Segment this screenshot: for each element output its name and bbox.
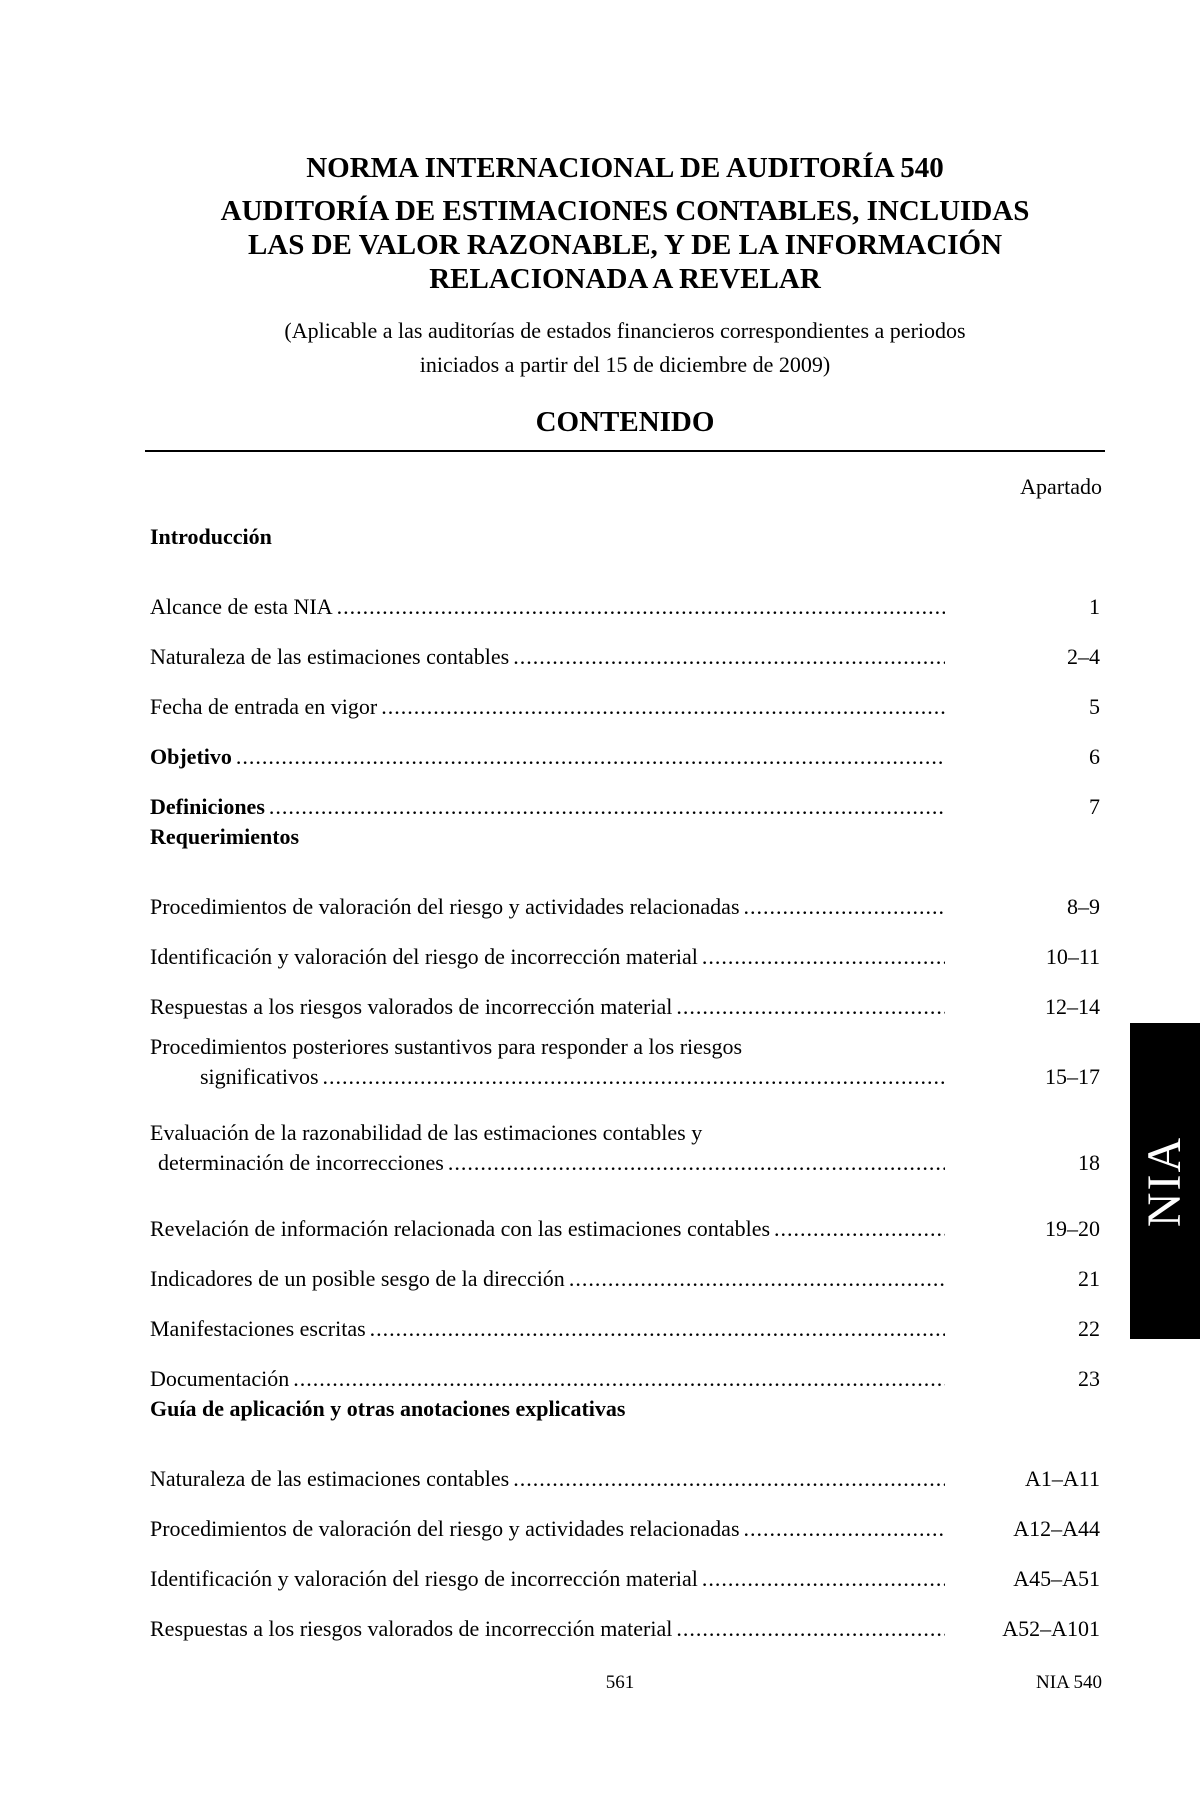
dot-leader — [676, 1614, 945, 1644]
toc-entry — [150, 972, 1100, 1022]
toc-entry-paragraph: 6 — [1089, 744, 1100, 769]
toc-entry-label: Definiciones — [150, 794, 265, 819]
toc-entry-paragraph: A52–A101 — [1002, 1616, 1100, 1641]
toc-entry — [150, 572, 1100, 622]
toc-entry-label: Procedimientos posteriores sustantivos para responder a los riesgos — [150, 1034, 743, 1059]
contents-divider — [145, 450, 1105, 452]
toc-entry-paragraph: 21 — [1078, 1266, 1100, 1291]
dot-leader — [448, 1148, 945, 1178]
toc-entry — [150, 1108, 1100, 1178]
dot-leader — [236, 742, 945, 772]
dot-leader — [774, 1214, 945, 1244]
toc-entry-label: Documentación — [150, 1366, 290, 1391]
toc-entry-label: Evaluación de la razonabilidad de las estimaciones contables y — [150, 1120, 703, 1145]
toc-entry — [150, 1594, 1100, 1644]
toc-entry-label: Procedimientos de valoración del riesgo y actividades relacionadas — [150, 1516, 740, 1541]
dot-leader — [702, 942, 945, 972]
dot-leader — [269, 792, 945, 822]
toc-entry-paragraph: A1–A11 — [1025, 1466, 1100, 1491]
page-number: 561 — [605, 1672, 635, 1693]
toc-entry-paragraph: 23 — [1078, 1366, 1100, 1391]
toc-entry-label: Revelación de información relacionada con las estimaciones contables — [150, 1216, 771, 1241]
paragraph-column-label: Apartado — [1020, 474, 1102, 499]
toc-section-heading: Guía de aplicación y otras anotaciones explicativas — [150, 1396, 626, 1421]
dot-leader — [744, 1514, 945, 1544]
contents-heading: CONTENIDO — [535, 406, 715, 438]
section-side-tab — [1130, 1023, 1200, 1339]
applicability-line: (Aplicable a las auditorías de estados financieros correspondientes a periodos — [284, 318, 966, 343]
toc-entry — [150, 1194, 1100, 1244]
toc-entry-paragraph: 18 — [1078, 1150, 1100, 1175]
applicability-note — [145, 314, 1105, 382]
toc-entry-label: Indicadores de un posible sesgo de la dirección — [150, 1266, 565, 1291]
toc-entry-label: Alcance de esta NIA — [150, 594, 333, 619]
toc-entry-label: Procedimientos de valoración del riesgo y actividades relacionadas — [150, 894, 740, 919]
toc-entry-label: Identificación y valoración del riesgo de incorrección material — [150, 944, 698, 969]
toc-entry-label-continued: determinación de incorrecciones — [158, 1150, 444, 1175]
dot-leader — [744, 892, 945, 922]
toc-entry — [150, 1294, 1100, 1344]
document-header — [145, 150, 1105, 440]
toc-entry-label: Respuestas a los riesgos valorados de incorrección material — [150, 1616, 673, 1641]
subtitle-line: RELACIONADA A REVELAR — [429, 263, 821, 295]
standard-subtitle — [145, 194, 1105, 296]
toc-entry-paragraph: 15–17 — [1045, 1064, 1100, 1089]
toc-entry-label: Manifestaciones escritas — [150, 1316, 366, 1341]
dot-leader — [676, 992, 945, 1022]
toc-section-heading: Requerimientos — [150, 824, 300, 849]
subtitle-line: AUDITORÍA DE ESTIMACIONES CONTABLES, INCLUIDAS — [220, 195, 1030, 227]
toc-entry-paragraph: 19–20 — [1045, 1216, 1100, 1241]
toc-entry-label: Objetivo — [150, 744, 232, 769]
standard-title: NORMA INTERNACIONAL DE AUDITORÍA 540 — [306, 152, 944, 184]
toc-entry — [150, 772, 1100, 822]
toc-entry — [150, 872, 1100, 922]
toc-entry-paragraph: 12–14 — [1045, 994, 1100, 1019]
toc-entry-paragraph: A45–A51 — [1013, 1566, 1100, 1591]
toc-entry — [150, 1444, 1100, 1494]
toc-entry — [150, 922, 1100, 972]
toc-entry — [150, 1244, 1100, 1294]
dot-leader — [513, 1464, 945, 1494]
side-tab-label: NIA — [1138, 1135, 1192, 1227]
dot-leader — [569, 1264, 945, 1294]
table-of-contents — [150, 522, 1100, 1644]
toc-entry-paragraph: 1 — [1089, 594, 1100, 619]
toc-entry-paragraph: 22 — [1078, 1316, 1100, 1341]
dot-leader — [513, 642, 945, 672]
toc-entry — [150, 722, 1100, 772]
toc-entry-paragraph: 8–9 — [1067, 894, 1100, 919]
toc-entry-label: Fecha de entrada en vigor — [150, 694, 378, 719]
toc-entry-paragraph: 10–11 — [1045, 944, 1100, 969]
applicability-line: iniciados a partir del 15 de diciembre de 2009) — [419, 352, 831, 377]
toc-entry — [150, 1494, 1100, 1544]
toc-entry-label: Identificación y valoración del riesgo de incorrección material — [150, 1566, 698, 1591]
dot-leader — [337, 592, 945, 622]
dot-leader — [702, 1564, 945, 1594]
toc-entry-paragraph: 7 — [1089, 794, 1100, 819]
dot-leader — [381, 692, 945, 722]
toc-entry-label: Respuestas a los riesgos valorados de incorrección material — [150, 994, 673, 1019]
toc-entry-paragraph: 5 — [1089, 694, 1100, 719]
dot-leader — [370, 1314, 945, 1344]
toc-section-heading: Introducción — [150, 524, 272, 549]
toc-entry-paragraph: A12–A44 — [1013, 1516, 1100, 1541]
toc-entry-label-continued: significativos — [200, 1064, 319, 1089]
dot-leader — [323, 1062, 945, 1092]
dot-leader — [293, 1364, 945, 1394]
toc-entry-label: Naturaleza de las estimaciones contables — [150, 1466, 510, 1491]
subtitle-line: LAS DE VALOR RAZONABLE, Y DE LA INFORMACIÓN — [247, 229, 1003, 261]
toc-entry — [150, 1022, 1100, 1092]
toc-entry — [150, 622, 1100, 672]
footer-standard-reference: NIA 540 — [1036, 1672, 1102, 1693]
toc-entry — [150, 1344, 1100, 1394]
toc-entry-label: Naturaleza de las estimaciones contables — [150, 644, 510, 669]
toc-entry — [150, 1544, 1100, 1594]
toc-entry — [150, 672, 1100, 722]
toc-entry-paragraph: 2–4 — [1067, 644, 1100, 669]
